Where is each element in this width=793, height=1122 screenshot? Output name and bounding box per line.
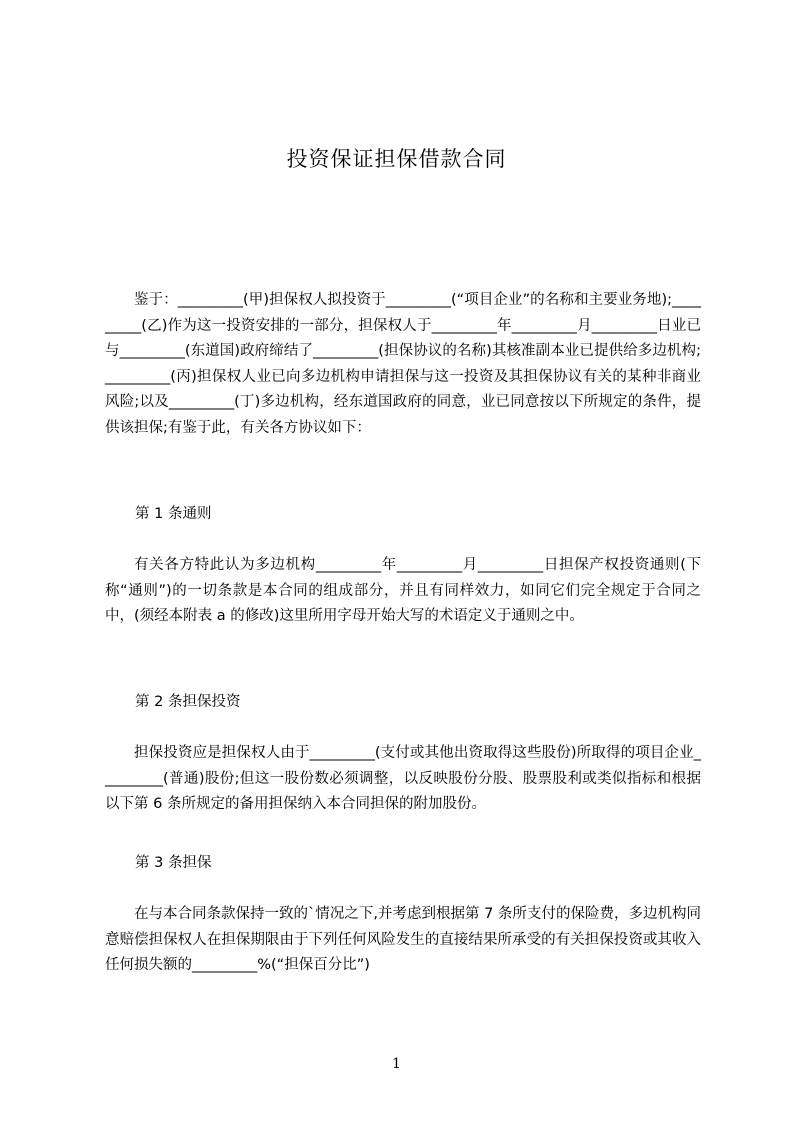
page-title: 投资保证担保借款合同 [286,147,507,171]
section-heading-2: 第 2 条担保投资 [135,694,241,710]
section-body-1: 有关各方特此认为多边机构_________年_________月_________日担保产权投资通则(下称“通则”)的一切条款是本合同的组成部分，并且有同样效力，如同它们完全规定于合同之中，(须经本附表 a 的修改)这里所用字母开始大写的术语定义于通则之中。 [105,557,701,624]
section-body-3: 在与本合同条款保持一致的`情况之下,并考虑到根据第 7 条所支付的保险费，多边机构同意赔偿担保权人在担保期限由于下列任何风险发生的直接结果所承受的有关担保投资或其收入任何损失额的_________%(“担保百分比”) [105,906,701,973]
preamble-paragraph: 鉴于：_________(甲)担保权人拟投资于_________(“项目企业”的名称和主要业务地);_________(乙)作为这一投资安排的一部分，担保权人于_________年_________月_________日业已与_________(东道国)政府缔结了_________(担保协议的名称)其核准副本业已提供给多边机构;_________(丙)担保权人业已向多边机构申请担保与这一投资及其担保协议有关的某种非商业风险;以及_________(丁)多边机构，经东道国政府的同意，业已同意按以下所规定的条件，提供该担保;有鉴于此，有关各方协议如下： [105,292,701,436]
page-number: 1 [392,1056,401,1072]
section-heading-3: 第 3 条担保 [135,855,212,871]
section-body-2: 担保投资应是担保权人由于_________(支付或其他出资取得这些股份)所取得的项目企业_________(普通)股份;但这一股份数必须调整，以反映股份分股、股票股利或类似指标和根据以下第 6 条所规定的备用担保纳入本合同担保的附加股份。 [105,745,701,812]
section-heading-1: 第 1 条通则 [135,506,212,522]
